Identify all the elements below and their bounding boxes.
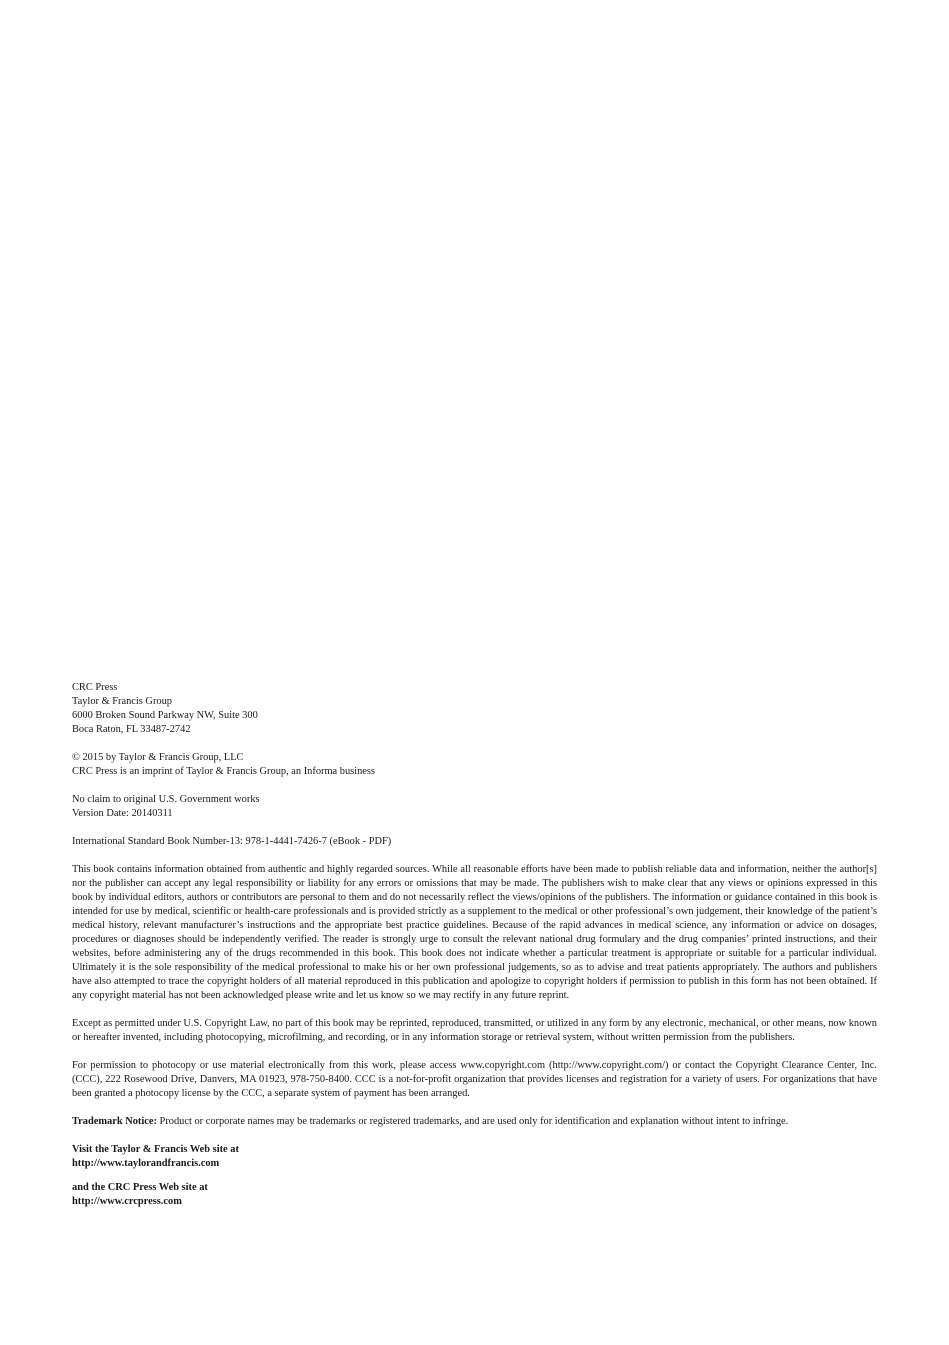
government-claim: No claim to original U.S. Government works [72,794,260,805]
trademark-label: Trademark Notice: [72,1116,157,1127]
publisher-name: CRC Press [72,682,118,693]
tf-website-label: Visit the Taylor & Francis Web site at [72,1144,239,1155]
tf-website-url[interactable]: http://www.taylorandfrancis.com [72,1158,220,1169]
claim-block [72,793,877,821]
tf-website-block [72,1143,877,1171]
copyright-notice-block [72,751,877,779]
crc-website-url[interactable]: http://www.crcpress.com [72,1196,182,1207]
copyright-notice: © 2015 by Taylor & Francis Group, LLC [72,752,244,763]
isbn: International Standard Book Number-13: 978-1-4441-7426-7 (eBook - PDF) [72,836,392,847]
publisher-address [72,681,877,737]
publisher-group: Taylor & Francis Group [72,696,172,707]
version-date: Version Date: 20140311 [72,808,173,819]
crc-website-label: and the CRC Press Web site at [72,1182,208,1193]
permission-paragraph: For permission to photocopy or use material electronically from this work, please access www.copyright.com (http://www.copyright.com/) or contact the Copyright Clearance Center, Inc. (CCC), 222 Rosewood Drive, Danvers, MA 01923, 978-750-8400. CCC is a not-for-profit organization that provides licenses and registration for a variety of users. For organizations that have been granted a photocopy license by the CCC, a separate system of payment has been arranged. [72,1060,877,1099]
publisher-city: Boca Raton, FL 33487-2742 [72,724,191,735]
reproduction-paragraph: Except as permitted under U.S. Copyright Law, no part of this book may be reprinted, reproduced, transmitted, or utilized in any form by any electronic, mechanical, or other means, now known or hereafter invented, including photocopying, microfilming, and recording, or in any information storage or retrieval system, without written permission from the publishers. [72,1018,877,1043]
publisher-street: 6000 Broken Sound Parkway NW, Suite 300 [72,710,258,721]
trademark-text: Product or corporate names may be trademarks or registered trademarks, and are used only for identification and explanation without intent to infringe. [156,1116,789,1127]
disclaimer-paragraph: This book contains information obtained from authentic and highly regarded sources. While all reasonable efforts have been made to publish reliable data and information, neither the author[s] nor the publisher can accept any legal responsibility or liability for any errors or omissions that may be made. The publishers wish to make clear that any views or opinions expressed in this book by individual editors, authors or contributors are personal to them and do not necessarily reflect the views/opinions of the publishers. The information or guidance contained in this book is intended for use by medical, scientific or health-care professionals and is provided strictly as a supplement to the medical or other professional’s own judgement, their knowledge of the patient’s medical history, relevant manufacturer’s instructions and the appropriate best practice guidelines. Because of the rapid advances in medical science, any information or advice on dosages, procedures or diagnoses should be independently verified. The reader is strongly urge to consult the relevant national drug formulary and the drug companies’ printed instructions, and their websites, before administering any of the drugs recommended in this book. This book does not indicate whether a particular treatment is appropriate or suitable for a particular individual. Ultimately it is the sole responsibility of the medical professional to make his or her own professional judgements, so as to advise and treat patients appropriately. The authors and publishers have also attempted to trace the copyright holders of all material reproduced in this publication and apologize to copyright holders if permission to publish in this form has not been obtained. If any copyright material has not been acknowledged please write and let us know so we may rectify in any future reprint. [72,864,877,1001]
isbn-block [72,835,877,849]
imprint-statement: CRC Press is an imprint of Taylor & Francis Group, an Informa business [72,766,375,777]
trademark-notice [72,1115,877,1129]
crc-website-block [72,1181,877,1209]
copyright-page [72,681,877,1223]
